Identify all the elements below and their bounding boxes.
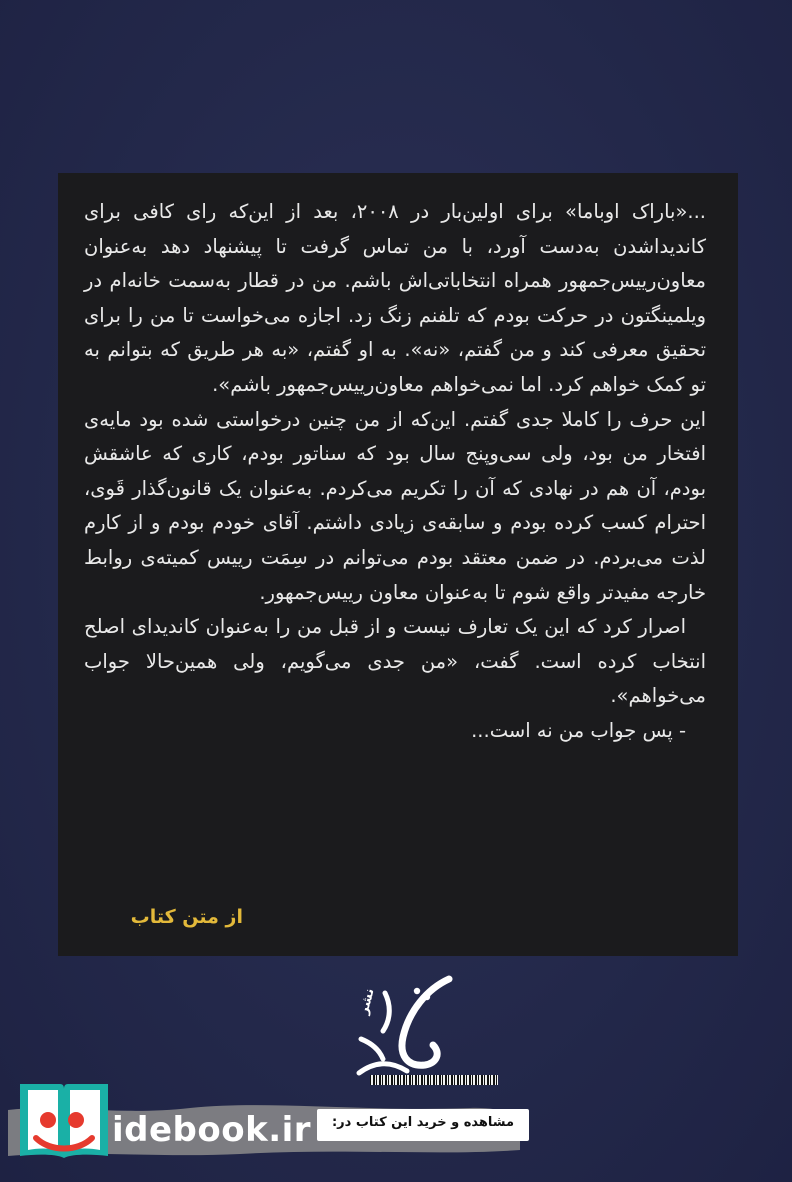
book-icon	[14, 1080, 114, 1168]
source-label: از متن کتاب	[130, 906, 243, 928]
excerpt-paragraph-1: ...«باراک اوباما» برای اولین‌بار در ۲۰۰۸، بعد از این‌که رای کافی برای کاندیداشدن به‌دست آورد، با من تماس گرفت تا پیشنهاد دهد به‌عنوان معاون‌رییس‌جمهور همراه انتخاباتی‌اش باشم. من در قطار به‌سمت خانه‌ام در ویلمینگتون در حرکت بودم که تلفنم زنگ زد. اجازه می‌خواست تا من را برای تحقیق معرفی کند و من گفتم، «نه». به او گفتم، «به هر طریق که بتوانم به تو کمک خواهم کرد. اما نمی‌خواهم معاون‌رییس‌جمهور باشم».	[84, 200, 706, 396]
watermark-tagline: مشاهده و خرید این کتاب در:	[331, 1115, 515, 1130]
excerpt-paragraph-4: - پس جواب من نه است...	[471, 718, 686, 742]
excerpt-text	[84, 195, 706, 749]
excerpt-paragraph-3: اصرار کرد که این یک تعارف نیست و از قبل من را به‌عنوان کاندیدای اصلح انتخاب کرده است. گفت، «من جدی می‌گویم، ولی همین‌حالا جواب می‌خواهم».	[84, 615, 706, 708]
site-name[interactable]: idebook.ir	[112, 1110, 312, 1150]
excerpt-panel	[58, 173, 738, 956]
publisher-logo	[345, 975, 465, 1080]
logo-caption: نشر	[356, 986, 378, 1017]
excerpt-paragraph-2: این حرف را کاملا جدی گفتم. این‌که از من چنین درخواستی شده بود مایه‌ی افتخار من بود، ولی سی‌وپنج سال بود که سناتور بودم، کاری که عاشقش بودم، آن هم در نهادی که آن را تکریم می‌کردم. به‌عنوان یک قانون‌گذار قَوی، احترام کسب کرده بودم و سابقه‌ی زیادی داشتم. آقای خودم بودم و از کارم لذت می‌بردم. در ضمن معتقد بودم می‌توانم در سِمَت رییس کمیته‌ی روابط خارجه مفیدتر واقع شوم تا به‌عنوان معاون رییس‌جمهور.	[84, 407, 706, 604]
